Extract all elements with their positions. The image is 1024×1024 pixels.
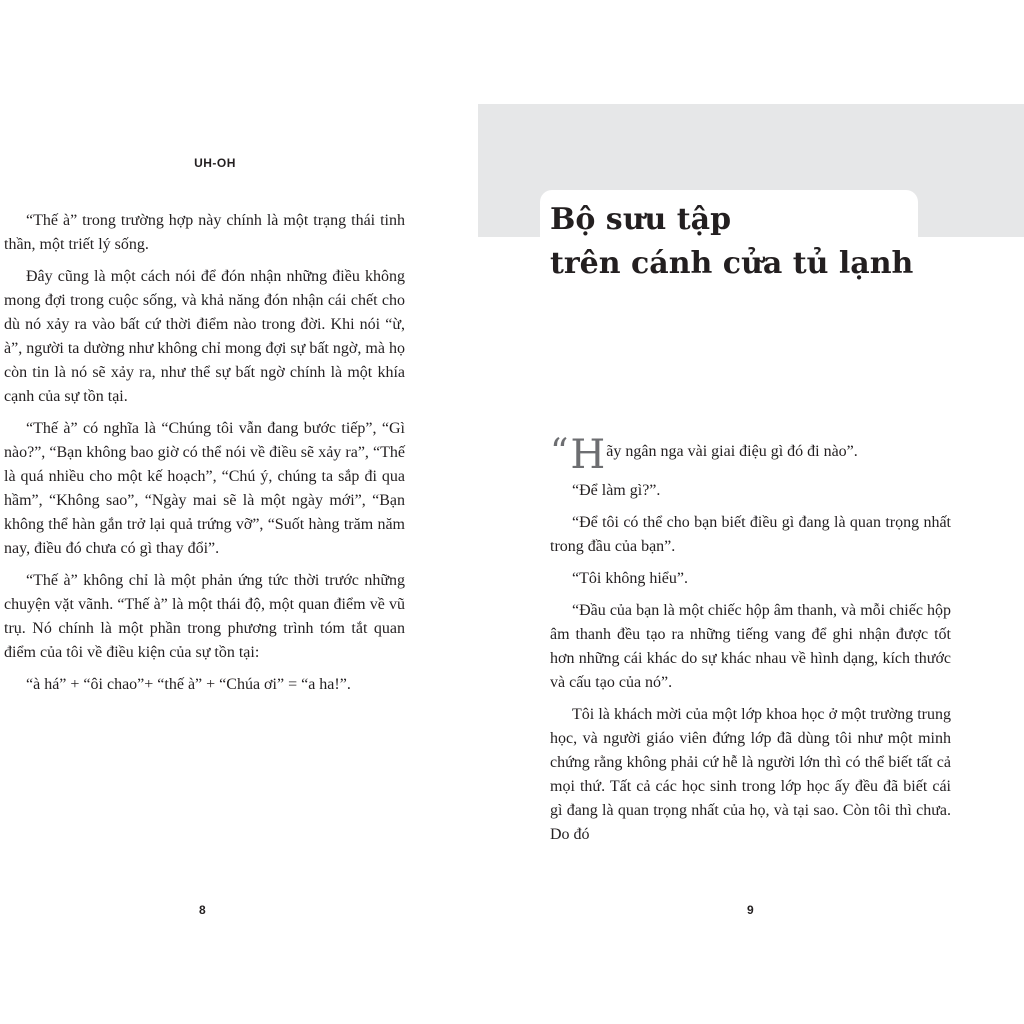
drop-cap: H (570, 432, 606, 478)
chapter-title (550, 198, 970, 286)
running-head: UH-OH (194, 156, 236, 170)
paragraph: “Thế à” có nghĩa là “Chúng tôi vẫn đang bước tiếp”, “Gì nào?”, “Bạn không bao giờ có thể nói về điều sẽ xảy ra”, “Thế là quá nhiều cho một kế hoạch”, “Chú ý, chúng ta sắp đi qua hầm”, “Không sao”, “Ngày mai sẽ là một ngày mới”, “Bạn không thể hàn gắn trở lại quả trứng vỡ”, “Suốt hàng trăm năm nay, điều đó chưa có gì thay đổi”. (4, 420, 405, 557)
paragraph: Đây cũng là một cách nói để đón nhận những điều không mong đợi trong cuộc sống, và khả năng đón nhận cái chết cho dù nó xảy ra vào bất cứ thời điểm nào trong đời. Khi nói “ừ, à”, người ta dường như không chỉ mong đợi sự bất ngờ, mà họ còn tin là nó sẽ xảy ra, như thể sự bất ngờ chính là một khía cạnh của sự tồn tại. (4, 268, 405, 405)
paragraph: “Tôi không hiểu”. (572, 570, 688, 587)
left-page-body (4, 209, 405, 705)
right-page-body (550, 432, 951, 855)
equation-line: “à há” + “ôi chao”+ “thế à” + “Chúa ơi” = “a ha!”. (26, 676, 351, 693)
chapter-title-line: trên cánh cửa tủ lạnh (550, 246, 914, 281)
page-number: 9 (747, 903, 754, 917)
paragraph: “Để làm gì?”. (572, 482, 661, 499)
opening-quote-mark: “ (550, 432, 569, 473)
paragraph: “Thế à” không chỉ là một phản ứng tức thời trước những chuyện vặt vãnh. “Thế à” là một thái độ, một quan điểm về vũ trụ. Nó chính là một phần trong phương trình tóm tắt quan điểm của tôi về điều kiện của sự tồn tại: (4, 572, 405, 661)
opening-paragraph (550, 432, 951, 478)
right-page (512, 0, 1024, 1024)
paragraph: “Thế à” trong trường hợp này chính là một trạng thái tinh thần, một triết lý sống. (4, 212, 405, 253)
paragraph: Tôi là khách mời của một lớp khoa học ở một trường trung học, và người giáo viên đứng lớp đã dùng tôi như một minh chứng rằng không phải cứ hễ là người lớn thì có thể biết tất cả mọi thứ. Tất cả các học sinh trong lớp học ấy đều đã biết cái gì đang là quan trọng nhất của họ, và tại sao. Còn tôi thì chưa. Do đó (550, 706, 951, 843)
chapter-title-line: Bộ sưu tập (550, 202, 732, 237)
paragraph: “Đầu của bạn là một chiếc hộp âm thanh, và mỗi chiếc hộp âm thanh đều tạo ra những tiếng vang để ghi nhận được tốt hơn những cái khác do sự khác nhau về hình dạng, kích thước và cấu tạo của nó”. (550, 602, 951, 691)
page-number: 8 (199, 903, 206, 917)
paragraph: “Để tôi có thể cho bạn biết điều gì đang là quan trọng nhất trong đầu của bạn”. (550, 514, 951, 555)
opening-paragraph-text: ãy ngân nga vài giai điệu gì đó đi nào”. (606, 443, 858, 460)
